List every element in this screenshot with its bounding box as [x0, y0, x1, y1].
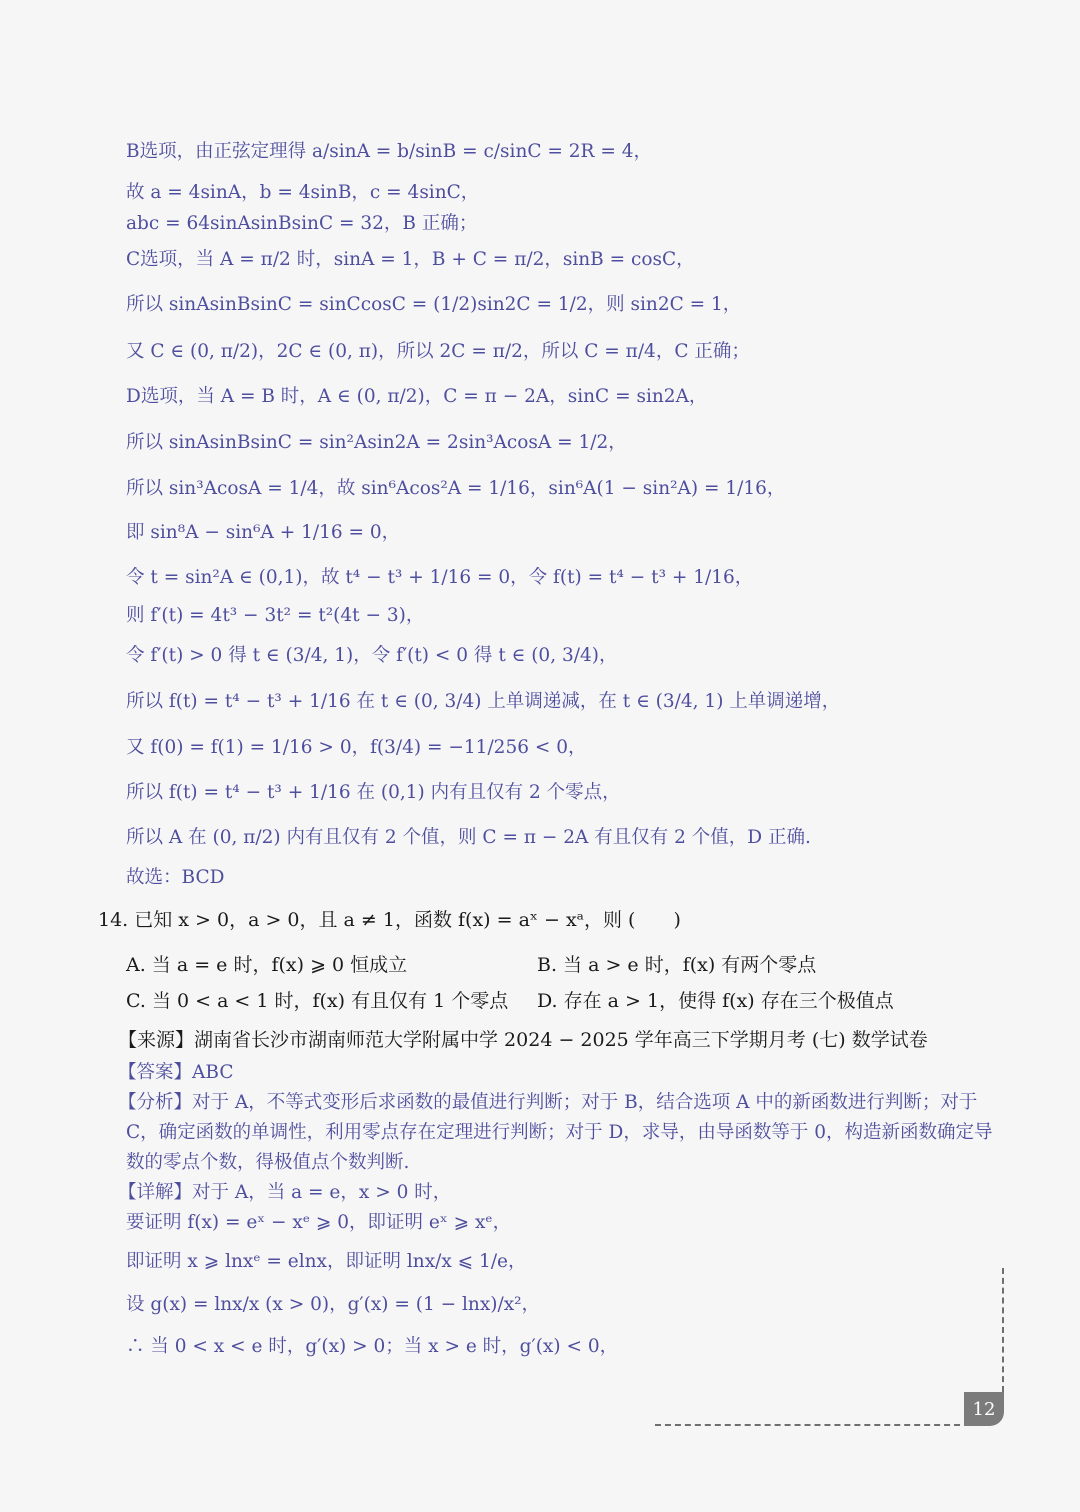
- detail-line: [118, 1181, 451, 1205]
- solution-line: 令 t = sin²A ∈ (0,1)，故 t⁴ − t³ + 1/16 = 0，令 f(t) = t⁴ − t³ + 1/16，: [126, 567, 754, 588]
- page-corner-dashed-vertical: [1002, 1268, 1004, 1392]
- analysis-text: 对于 A，不等式变形后求函数的最值进行判断；对于 B，结合选项 A 中的新函数进行判断；对于: [192, 1092, 978, 1113]
- solution-line: 故选：BCD: [126, 867, 225, 888]
- solution-line: 则 f′(t) = 4t³ − 3t² = t²(4t − 3)，: [126, 605, 425, 626]
- solution-line: 即 sin⁸A − sin⁶A + 1/16 = 0，: [126, 522, 401, 543]
- solution-line: 令 f′(t) > 0 得 t ∈ (3/4, 1)，令 f′(t) < 0 得 t ∈ (0, 3/4)，: [126, 645, 618, 666]
- detail-line: 即证明 x ⩾ lnxᵉ = elnx，即证明 lnx/x ⩽ 1/e，: [126, 1251, 527, 1272]
- option-d: D. 存在 a > 1，使得 f(x) 存在三个极值点: [537, 990, 894, 1012]
- option-b: B. 当 a > e 时，f(x) 有两个零点: [537, 954, 817, 976]
- solution-line: 所以 sin³AcosA = 1/4，故 sin⁶Acos²A = 1/16，sin⁶A(1 − sin²A) = 1/16，: [126, 478, 786, 499]
- source-line: [118, 1028, 928, 1052]
- analysis-line: [118, 1091, 977, 1115]
- source-text: 湖南省长沙市湖南师范大学附属中学 2024 − 2025 学年高三下学期月考 (七) 数学试卷: [194, 1029, 928, 1051]
- solution-line: B选项，由正弦定理得 a/sinA = b/sinB = c/sinC = 2R = 4，: [126, 141, 653, 162]
- source-label: 【来源】: [118, 1029, 195, 1051]
- solution-line: 所以 sinAsinBsinC = sinCcosC = (1/2)sin2C = 1/2，则 sin2C = 1，: [126, 294, 742, 315]
- detail-text: 对于 A，当 a = e，x > 0 时，: [192, 1182, 452, 1203]
- solution-line: 所以 f(t) = t⁴ − t³ + 1/16 在 t ∈ (0, 3/4) 上单调递减，在 t ∈ (3/4, 1) 上单调递增，: [126, 691, 841, 712]
- page-number: 12: [964, 1392, 1004, 1426]
- solution-line: 又 C ∈ (0, π/2)，2C ∈ (0, π)，所以 2C = π/2，所以 C = π/4，C 正确；: [126, 341, 750, 362]
- answer-line: [118, 1061, 233, 1085]
- solution-line: D选项，当 A = B 时，A ∈ (0, π/2)，C = π − 2A，sinC = sin2A，: [126, 386, 708, 407]
- analysis-label: 【分析】: [118, 1092, 193, 1113]
- solution-line: 故 a = 4sinA，b = 4sinB，c = 4sinC，: [126, 182, 480, 203]
- question-stem: 14. 已知 x > 0，a > 0，且 a ≠ 1，函数 f(x) = aˣ − xᵃ，则 ( ): [98, 909, 681, 931]
- analysis-line: 数的零点个数，得极值点个数判断.: [126, 1152, 410, 1173]
- detail-line: 要证明 f(x) = eˣ − xᵉ ⩾ 0，即证明 eˣ ⩾ xᵉ，: [126, 1212, 512, 1233]
- detail-label: 【详解】: [118, 1182, 193, 1203]
- solution-line: 又 f(0) = f(1) = 1/16 > 0，f(3/4) = −11/256 < 0，: [126, 737, 587, 758]
- solution-line: abc = 64sinAsinBsinC = 32，B 正确；: [126, 213, 478, 234]
- detail-line: ∴ 当 0 < x < e 时，g′(x) > 0；当 x > e 时，g′(x) < 0，: [126, 1336, 619, 1357]
- page-corner-dashed-horizontal: [655, 1424, 970, 1426]
- analysis-line: C，确定函数的单调性，利用零点存在定理进行判断；对于 D，求导，由导函数等于 0，构造新函数确定导: [126, 1122, 993, 1143]
- option-c: C. 当 0 < a < 1 时，f(x) 有且仅有 1 个零点: [126, 990, 509, 1012]
- solution-line: 所以 f(t) = t⁴ − t³ + 1/16 在 (0,1) 内有且仅有 2 个零点，: [126, 782, 621, 803]
- solution-line: 所以 sinAsinBsinC = sin²Asin2A = 2sin³AcosA = 1/2，: [126, 432, 627, 453]
- answer-text: ABC: [192, 1062, 234, 1083]
- solution-line: C选项，当 A = π/2 时，sinA = 1，B + C = π/2，sinB = cosC，: [126, 249, 695, 270]
- detail-line: 设 g(x) = lnx/x (x > 0)，g′(x) = (1 − lnx)/x²，: [126, 1294, 541, 1315]
- option-a: A. 当 a = e 时，f(x) ⩾ 0 恒成立: [126, 954, 408, 976]
- solution-line: 所以 A 在 (0, π/2) 内有且仅有 2 个值，则 C = π − 2A 有且仅有 2 个值，D 正确.: [126, 827, 811, 848]
- answer-label: 【答案】: [118, 1062, 193, 1083]
